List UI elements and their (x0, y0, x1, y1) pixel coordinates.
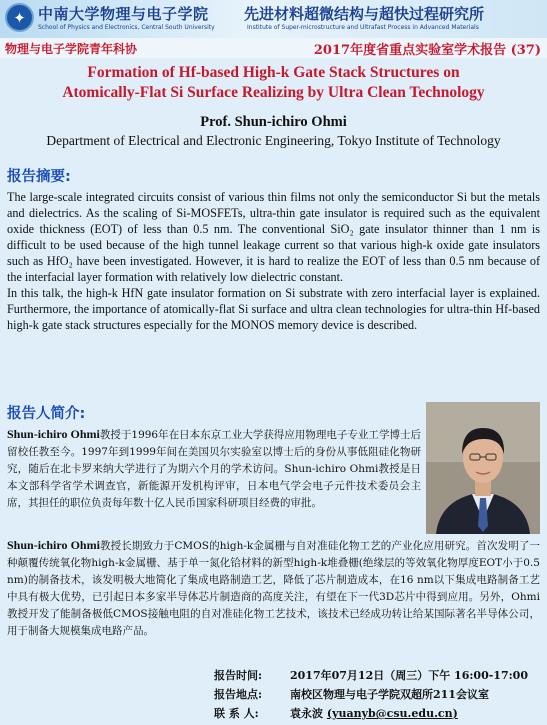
bio-paragraph-2 (7, 537, 540, 640)
talk-title (0, 63, 547, 103)
abstract-body (7, 189, 540, 333)
talk-title-line1: Formation of Hf-based High-k Gate Stack Structures on (87, 64, 460, 81)
bio-text-1: 教授于1996年在日本东京工业大学获得应用物理电子专业工学博士后留校任教至今。1997年到1999年间在美国贝尔实验室以博士后的身份从事低阻硅化物研究，随后在北卡罗来纳大学进行了为期六个月的学术访问。Shun-ichiro Ohmi教授是日本文部科学省学术调查官，新能源开发机构评审，日本电气学会电子元件技术委员会主席，其担任的职位负责每年数十亿人民币国家科研项目经费的审批。 (7, 429, 421, 509)
bio-name-2: Shun-ichiro Ohmi (7, 538, 100, 552)
header-banner (0, 0, 547, 38)
talk-title-line2: Atomically-Flat Si Surface Realizing by Ultra Clean Technology (62, 84, 485, 101)
organizer-label: 物理与电子学院青年科协 (5, 42, 138, 56)
university-logo-icon: ✦ (5, 3, 34, 32)
institute-name-en: Institute of Super-microstructure and Ultrafast Process in Advanced Materials (247, 24, 479, 31)
bio-paragraph-1 (7, 426, 421, 512)
talk-time-row (214, 667, 528, 683)
abstract-paragraph-1: The large-scale integrated circuits consist of various thin films not only the semiconductor Si but the metals and dielectrics. As the scaling of Si-MOSFETs, ultra-thin gate insulator is required such as the equivalent oxide thickness (EOT) of less than 0.5 nm. The conventional SiO₂ gate insulator thinner than 1 nm is difficult to be used because of the high tunnel leakage current so that various high-k oxide gate insulators such as HfO₂ have been investigated. However, it is hard to realize the EOT of less than 0.5 nm because of the interfacial layer formation with relatively low dielectric constant. (7, 190, 540, 284)
contact-email-link[interactable]: (yuanyb@csu.edu.cn) (326, 707, 458, 720)
institute-name-cn: 先进材料超微结构与超快过程研究所 (244, 5, 485, 23)
abstract-paragraph-2: In this talk, the high-k HfN gate insulator formation on Si substrate with zero interfacial layer is explained. Furthermore, the importance of atomically-flat Si surface and ultra clean technologies for ultra-thin Hf-based high-k gate stack structures especially for the MONOS memory device is described. (7, 286, 540, 332)
bio-heading: 报告人简介: (7, 406, 86, 422)
talk-place-value: 南校区物理与电子学院双超所211会议室 (290, 688, 489, 701)
speaker-photo (426, 402, 540, 534)
speaker-department: Department of Electrical and Electronic Engineering, Tokyo Institute of Technology (46, 133, 501, 148)
speaker-portrait-icon (426, 402, 540, 534)
school-name-cn: 中南大学物理与电子学院 (38, 5, 209, 23)
bio-name-1: Shun-ichiro Ohmi (7, 427, 100, 441)
talk-place-row (214, 686, 489, 702)
bio-text-2: 教授长期致力于CMOS的high-k金属栅与自对准硅化物工艺的产业化应用研究。首次发明了一种颠覆传统氧化物high-k金属栅、基于单一氮化铪材料的新型high-k堆叠栅(绝缘层的等效氧化物厚度EOT小于0.5 nm)的制备技术，该发明极大地简化了集成电路制造工艺，降低了芯片制造成本，在16 nm以下集成电路制备工艺中具有极大优势，已引起日本多家半导体芯片制造商的高度关注，有望在下一代3D芯片中得到应用。另外，Ohmi教授开发了能制备极低CMOS接触电阻的自对准硅化物工艺技术，该技术已经成功转让给某国际著名半导体公司，用于制备大规模集成电路产品。 (7, 540, 540, 637)
contact-row (214, 705, 458, 721)
talk-time-value: 2017年07月12日（周三）下午 16:00-17:00 (290, 669, 528, 682)
talk-place-label: 报告地点: (214, 688, 263, 701)
series-bar (0, 38, 547, 58)
contact-label: 联 系 人: (214, 707, 259, 720)
school-name-en: School of Physics and Electronics, Central South University (38, 24, 215, 31)
series-number: 2017年度省重点实验室学术报告 (37) (313, 43, 541, 58)
speaker-name: Prof. Shun-ichiro Ohmi (200, 114, 347, 130)
abstract-heading: 报告摘要: (7, 169, 71, 185)
talk-time-label: 报告时间: (214, 669, 263, 682)
contact-name: 袁永波 (290, 707, 323, 720)
